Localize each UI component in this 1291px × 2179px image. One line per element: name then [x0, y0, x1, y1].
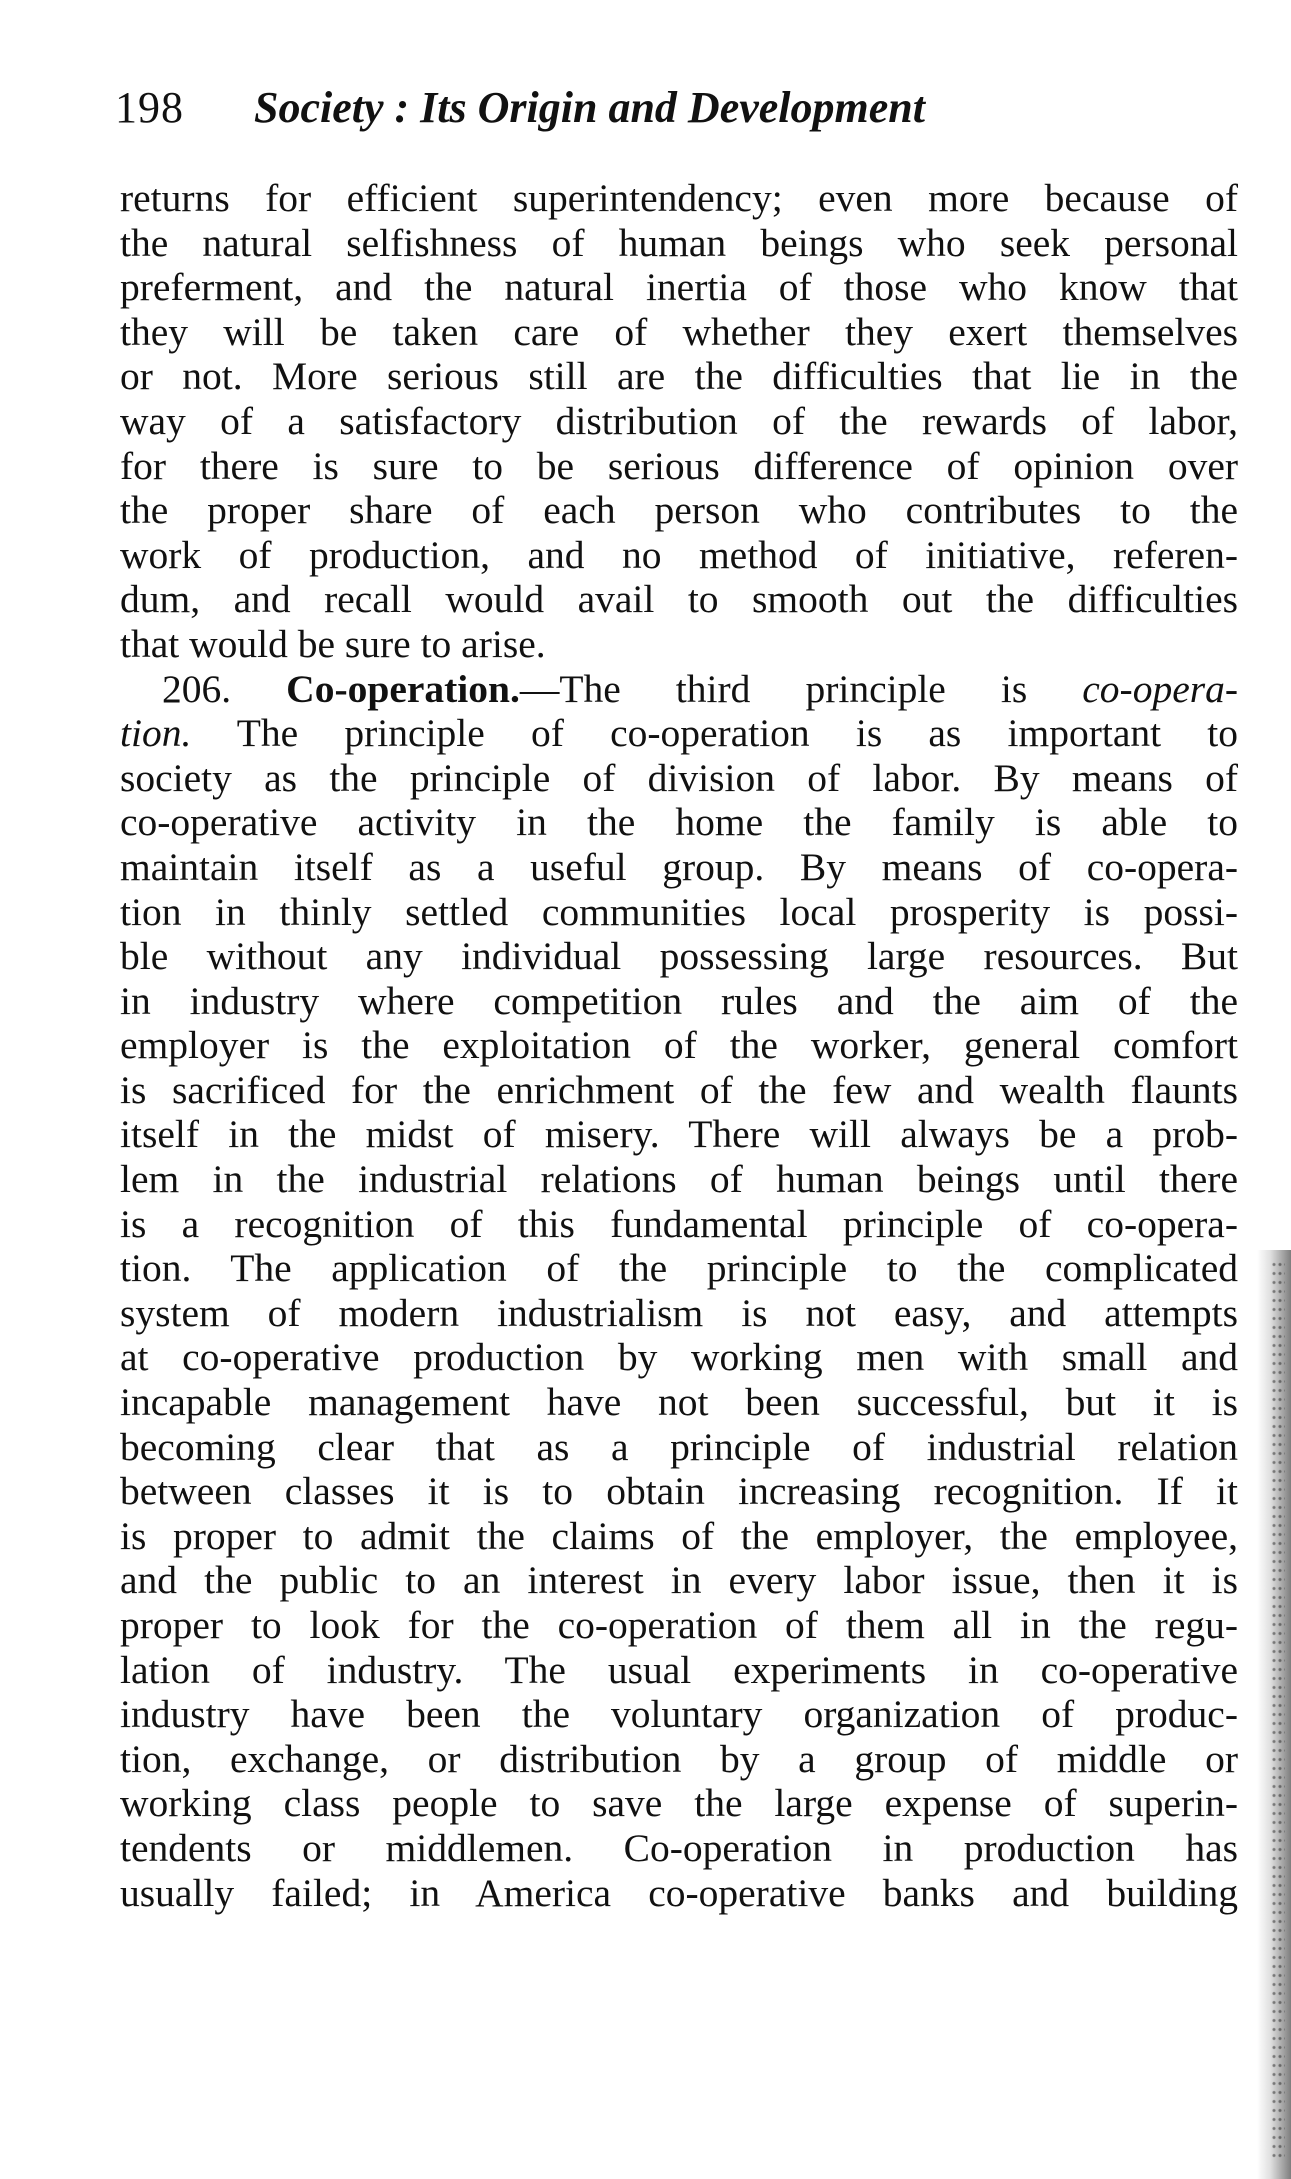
- text-line: between classes it is to obtain increasing recognition. If it: [120, 1469, 1238, 1514]
- text-line: for there is sure to be serious difference of opinion over: [120, 443, 1238, 488]
- text-line: is proper to admit the claims of the employer, the employee,: [120, 1513, 1238, 1558]
- text-line: tion in thinly settled communities local prosperity is possi-: [120, 889, 1238, 934]
- text-line: lem in the industrial relations of human beings until there: [120, 1157, 1238, 1202]
- text-line: employer is the exploitation of the worker, general comfort: [120, 1023, 1238, 1068]
- text-line: incapable management have not been successful, but it is: [120, 1380, 1238, 1425]
- text-line: society as the principle of division of labor. By means of: [120, 755, 1238, 800]
- text-line: they will be taken care of whether they exert themselves: [120, 309, 1238, 354]
- text-line: dum, and recall would avail to smooth out the difficulties: [120, 577, 1238, 622]
- text-line: maintain itself as a useful group. By means of co-opera-: [120, 844, 1238, 889]
- page-edge-texture: [1271, 1260, 1285, 2160]
- section-206: [120, 667, 1238, 1916]
- text-line: returns for efficient superintendency; even more because of: [120, 176, 1238, 220]
- paragraph-1: [120, 176, 1238, 667]
- text-line: in industry where competition rules and the aim of the: [120, 978, 1238, 1023]
- text-line: work of production, and no method of initiative, referen-: [120, 532, 1238, 577]
- text-line: system of modern industrialism is not easy, and attempts: [120, 1290, 1238, 1335]
- text-line: tion, exchange, or distribution by a group of middle or: [120, 1736, 1238, 1781]
- running-title: Society : Its Origin and Development: [254, 83, 925, 132]
- text-line: way of a satisfactory distribution of the rewards of labor,: [120, 398, 1238, 443]
- line-rest: The principle of co-operation is as important to: [191, 711, 1238, 756]
- text-line: at co-operative production by working men with small and: [120, 1335, 1238, 1380]
- emphasis-term-end: tion.: [120, 711, 192, 756]
- page-header: [115, 82, 1115, 152]
- emphasis-term: co-opera-: [1082, 666, 1238, 711]
- text-line: [120, 711, 1238, 756]
- heading-continuation: —The third principle is: [519, 666, 1083, 711]
- text-line: the proper share of each person who contributes to the: [120, 488, 1238, 533]
- text-line: lation of industry. The usual experiments in co-operative: [120, 1647, 1238, 1692]
- text-line: and the public to an interest in every labor issue, then it is: [120, 1558, 1238, 1603]
- text-line: co-operative activity in the home the family is able to: [120, 800, 1238, 845]
- section-number: 206.: [162, 666, 232, 711]
- text-line: that would be sure to arise.: [120, 621, 546, 666]
- text-line: the natural selfishness of human beings who seek personal: [120, 220, 1238, 265]
- text-line: tion. The application of the principle to the complicated: [120, 1246, 1238, 1291]
- section-heading: Co-operation.: [286, 666, 520, 711]
- text-line: working class people to save the large expense of superin-: [120, 1781, 1238, 1826]
- text-line: is a recognition of this fundamental principle of co-opera-: [120, 1201, 1238, 1246]
- text-line: tendents or middlemen. Co-operation in production has: [120, 1825, 1238, 1870]
- section-heading-line: [120, 667, 1238, 712]
- text-line: usually failed; in America co-operative banks and building: [120, 1870, 1238, 1915]
- text-line: industry have been the voluntary organization of produc-: [120, 1692, 1238, 1737]
- text-line: becoming clear that as a principle of industrial relation: [120, 1424, 1238, 1469]
- page-number: 198: [115, 83, 184, 132]
- body-text: [120, 176, 1238, 1915]
- text-line: or not. More serious still are the difficulties that lie in the: [120, 354, 1238, 399]
- text-line: is sacrificed for the enrichment of the few and wealth flaunts: [120, 1067, 1238, 1112]
- text-line: preferment, and the natural inertia of those who know that: [120, 265, 1238, 310]
- text-line: proper to look for the co-operation of them all in the regu-: [120, 1603, 1238, 1647]
- text-line: itself in the midst of misery. There will always be a prob-: [120, 1112, 1238, 1157]
- text-line: ble without any individual possessing large resources. But: [120, 934, 1238, 979]
